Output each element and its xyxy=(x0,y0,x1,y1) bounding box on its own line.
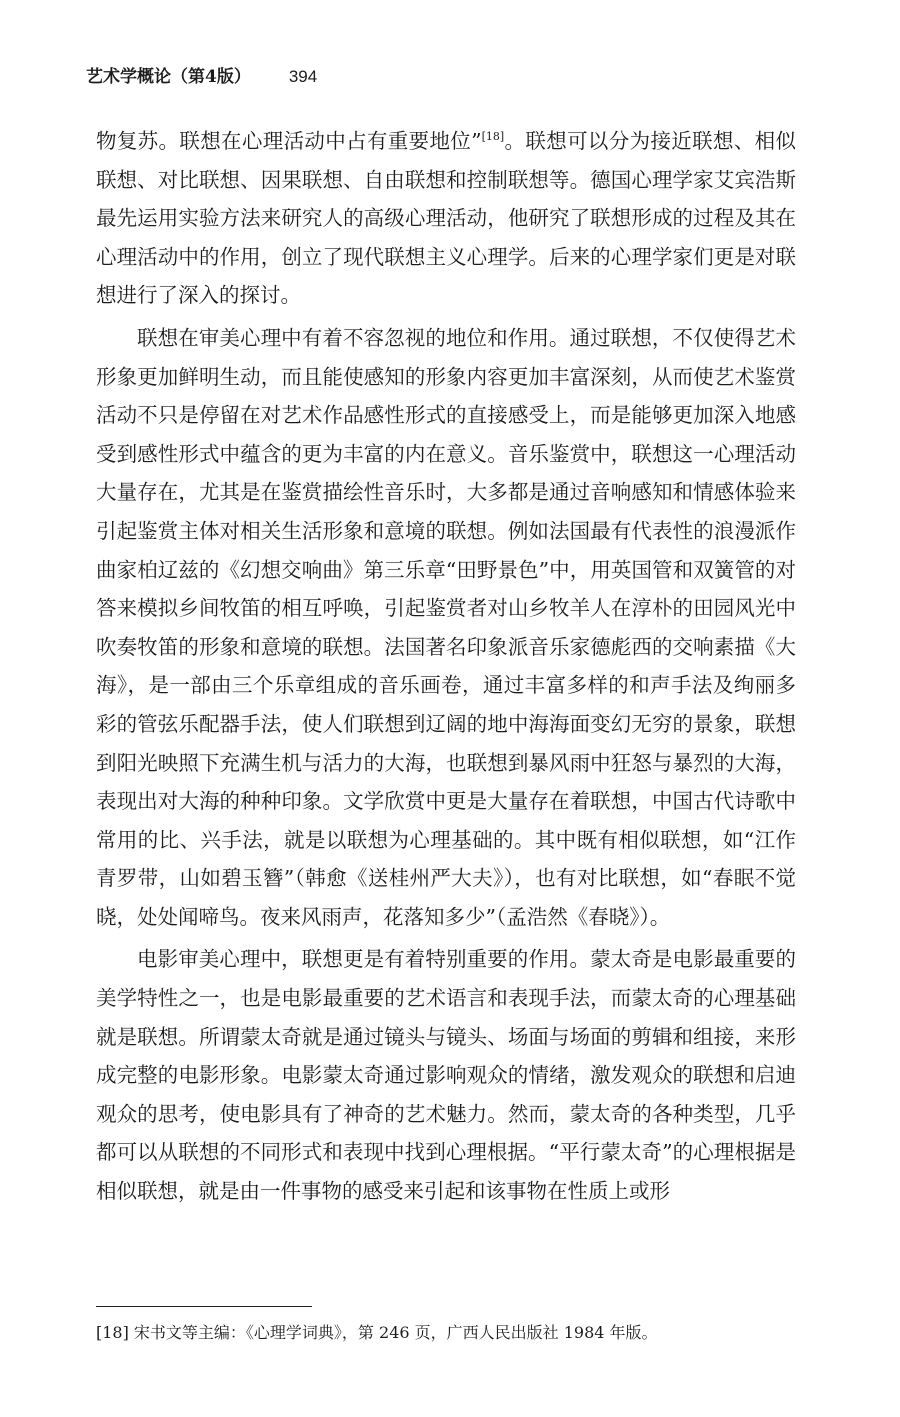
paragraph-1-rest: 。联想可以分为接近联想、相似联想、对比联想、因果联想、自由联想和控制联想等。德国心理学家艾宾浩斯最先运用实验方法来研究人的高级心理活动，他研究了联想形成的过程及其在心理活动中的作用，创立了现代联想主义心理学。后来的心理学家们更是对联想进行了深入的探讨。 xyxy=(96,129,796,308)
footnote: [18] 宋书文等主编：《心理学词典》，第 246 页，广西人民出版社 1984 年版。 xyxy=(96,1323,658,1342)
footnote-divider xyxy=(96,1306,312,1307)
running-header xyxy=(86,62,317,87)
page-number: 394 xyxy=(288,67,318,86)
book-title: 艺术学概论（第4版） xyxy=(86,67,251,87)
body-text xyxy=(96,122,796,1211)
paragraph-1-start: 物复苏。联想在心理活动中占有重要地位” xyxy=(96,129,482,153)
paragraph-2: 联想在审美心理中有着不容忽视的地位和作用。通过联想，不仅使得艺术形象更加鲜明生动，而且能使感知的形象内容更加丰富深刻，从而使艺术鉴赏活动不只是停留在对艺术作品感性形式的直接感受上，而是能够更加深入地感受到感性形式中蕴含的更为丰富的内在意义。音乐鉴赏中，联想这一心理活动大量存在，尤其是在鉴赏描绘性音乐时，大多都是通过音响感知和情感体验来引起鉴赏主体对相关生活形象和意境的联想。例如法国最有代表性的浪漫派作曲家柏辽兹的《幻想交响曲》第三乐章“田野景色”中，用英国管和双簧管的对答来模拟乡间牧笛的相互呼唤，引起鉴赏者对山乡牧羊人在淳朴的田园风光中吹奏牧笛的形象和意境的联想。法国著名印象派音乐家德彪西的交响素描《大海》，是一部由三个乐章组成的音乐画卷，通过丰富多样的和声手法及绚丽多彩的管弦乐配器手法，使人们联想到辽阔的地中海海面变幻无穷的景象，联想到阳光映照下充满生机与活力的大海，也联想到暴风雨中狂怒与暴烈的大海，表现出对大海的种种印象。文学欣赏中更是大量存在着联想，中国古代诗歌中常用的比、兴手法，就是以联想为心理基础的。其中既有相似联想，如“江作青罗带，山如碧玉簪”（韩愈《送桂州严大夫》），也有对比联想，如“春眠不觉晓，处处闻啼鸟。夜来风雨声，花落知多少”（孟浩然《春晓》）。 xyxy=(96,325,796,929)
paragraph-3: 电影审美心理中，联想更是有着特别重要的作用。蒙太奇是电影最重要的美学特性之一，也是电影最重要的艺术语言和表现手法，而蒙太奇的心理基础就是联想。所谓蒙太奇就是通过镜头与镜头、场面与场面的剪辑和组接，来形成完整的电影形象。电影蒙太奇通过影响观众的情绪，激发观众的联想和启迪观众的思考，使电影具有了神奇的艺术魅力。然而，蒙太奇的各种类型，几乎都可以从联想的不同形式和表现中找到心理根据。“平行蒙太奇”的心理根据是相似联想，就是由一件事物的感受来引起和该事物在性质上或形 xyxy=(96,947,796,1204)
paragraph-1 xyxy=(96,122,796,315)
footnote-ref: [18] xyxy=(481,130,505,144)
